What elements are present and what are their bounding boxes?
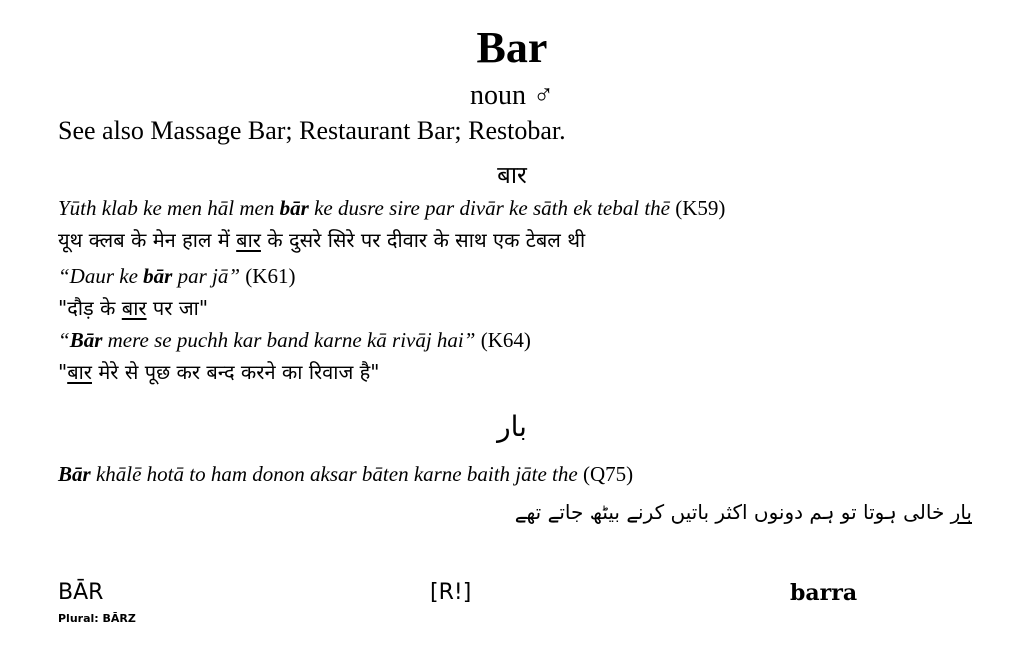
translit-text: Yūth klab ke men hāl men <box>58 196 280 220</box>
keyword: bār <box>279 196 309 220</box>
part-of-speech: noun ♂ <box>470 80 554 111</box>
translit-text: “ <box>58 328 70 352</box>
hindi-example-2-translit <box>58 264 295 289</box>
keyword-underlined: बार <box>67 360 92 384</box>
plural-form: Plural: BĀRZ <box>58 612 136 625</box>
hindi-example-2-script <box>58 294 208 321</box>
keyword-underlined: बार <box>121 296 147 320</box>
reference: (K59) <box>670 196 726 220</box>
register-tag: [R!] <box>430 580 472 605</box>
translit-text: “Daur ke <box>58 264 144 288</box>
keyword-underlined: बार <box>236 228 261 252</box>
headword: Bar <box>476 23 548 72</box>
urdu-example-script <box>515 500 972 524</box>
script-text: के दुसरे सिरे पर दीवार के साथ एक टेबल थी <box>260 228 586 252</box>
translit-text: par jā” <box>172 264 241 288</box>
keyword-underlined: بار <box>950 500 972 524</box>
script-text: " <box>58 360 68 384</box>
keyword: Bār <box>58 462 91 486</box>
script-text: मेरे से पूछ कर बन्द करने का रिवाज है" <box>91 360 380 384</box>
urdu-heading: بار <box>497 410 527 443</box>
hindi-heading: बार <box>497 161 527 189</box>
reference: (K61) <box>240 264 296 288</box>
script-text: خالی ہوتا تو ہم دونوں اکثر باتیں کرنے بیٹھ جاتے تھے <box>514 500 951 524</box>
origin-word: barra <box>790 580 858 606</box>
hindi-example-1-script <box>58 226 585 253</box>
translit-text: ke dusre sire par divār ke sāth ek tebal thē <box>308 196 670 220</box>
keyword: bār <box>143 264 173 288</box>
script-text: यूथ क्लब के मेन हाल में <box>58 228 237 252</box>
script-text: पर जा" <box>146 296 209 320</box>
hindi-example-1-translit <box>58 196 725 221</box>
translit-text: khālē hotā to ham donon aksar bāten karne baith jāte the <box>90 462 578 486</box>
reference: (Q75) <box>577 462 634 486</box>
translit-text: mere se puchh kar band karne kā rivāj hai” <box>102 328 476 352</box>
keyword: Bār <box>69 328 103 352</box>
hindi-example-3-script <box>58 358 380 385</box>
reference: (K64) <box>475 328 531 352</box>
hindi-example-3-translit <box>58 328 531 353</box>
roman-form: BĀR <box>58 580 104 605</box>
script-text: "दौड़ के <box>58 296 122 320</box>
urdu-example-translit <box>58 462 633 487</box>
see-also-line: See also Massage Bar; Restaurant Bar; Restobar. <box>58 116 566 145</box>
